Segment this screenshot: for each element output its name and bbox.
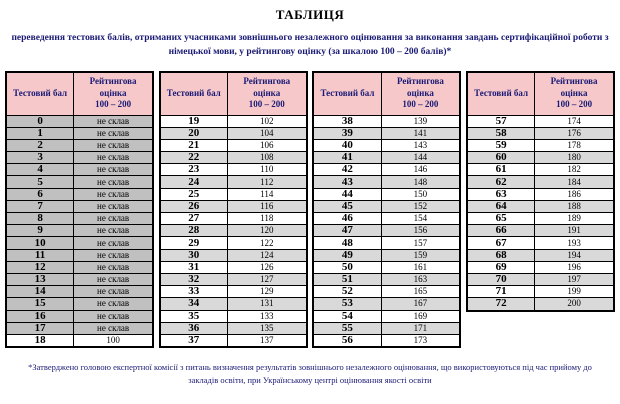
score-cell: 16 <box>6 310 74 322</box>
score-column-header: Тестовий бал <box>6 72 74 116</box>
rating-cell: 176 <box>535 127 614 139</box>
rating-cell: 169 <box>381 310 460 322</box>
score-cell: 68 <box>467 249 535 261</box>
rating-cell: не склав <box>74 237 153 249</box>
rating-cell: 161 <box>381 261 460 273</box>
table-header-row <box>313 72 460 116</box>
rating-cell: 191 <box>535 225 614 237</box>
score-cell: 60 <box>467 152 535 164</box>
table-row <box>6 334 153 347</box>
rating-cell: 120 <box>227 225 306 237</box>
table-row <box>467 115 614 127</box>
tables-row <box>0 71 620 349</box>
score-cell: 40 <box>313 139 381 151</box>
table-row <box>313 164 460 176</box>
score-cell: 41 <box>313 152 381 164</box>
score-cell: 47 <box>313 225 381 237</box>
score-cell: 27 <box>160 213 228 225</box>
page-title: ТАБЛИЦЯ <box>275 7 345 22</box>
table-row <box>313 310 460 322</box>
table-row <box>6 249 153 261</box>
score-cell: 50 <box>313 261 381 273</box>
score-column-header: Тестовий бал <box>313 72 381 116</box>
rating-cell: 178 <box>535 139 614 151</box>
score-cell: 6 <box>6 188 74 200</box>
score-cell: 14 <box>6 286 74 298</box>
table-row <box>467 273 614 285</box>
score-cell: 19 <box>160 115 228 127</box>
table-row <box>467 152 614 164</box>
table-row <box>160 213 307 225</box>
rating-cell: не склав <box>74 286 153 298</box>
rating-cell: 133 <box>227 310 306 322</box>
table-row <box>467 286 614 298</box>
score-cell: 54 <box>313 310 381 322</box>
score-cell: 52 <box>313 286 381 298</box>
score-cell: 63 <box>467 188 535 200</box>
rating-cell: не склав <box>74 176 153 188</box>
rating-cell: 186 <box>535 188 614 200</box>
rating-cell: 182 <box>535 164 614 176</box>
rating-cell: 152 <box>381 200 460 212</box>
score-cell: 59 <box>467 139 535 151</box>
table-header-row <box>6 72 153 116</box>
conversion-table-scores-19-37 <box>159 71 308 349</box>
score-cell: 44 <box>313 188 381 200</box>
table-row <box>160 115 307 127</box>
rating-cell: 167 <box>381 298 460 310</box>
score-cell: 56 <box>313 334 381 347</box>
table-row <box>313 176 460 188</box>
table-row <box>160 176 307 188</box>
score-cell: 57 <box>467 115 535 127</box>
score-cell: 29 <box>160 237 228 249</box>
score-cell: 38 <box>313 115 381 127</box>
rating-cell: 196 <box>535 261 614 273</box>
rating-cell: 104 <box>227 127 306 139</box>
score-cell: 2 <box>6 139 74 151</box>
table-row <box>313 322 460 334</box>
table-row <box>160 164 307 176</box>
table-row <box>6 152 153 164</box>
score-cell: 32 <box>160 273 228 285</box>
footnote: *Затверджено головою експертної комісії з питань визначення результатів зовнішнього незалежного оцінювання, що використовуються під час прийому до закладів освіти, при Українському центрі оцінювання якості освіти <box>28 362 592 386</box>
table-row <box>6 261 153 273</box>
rating-cell: 114 <box>227 188 306 200</box>
table-row <box>6 237 153 249</box>
table-row <box>160 225 307 237</box>
table-row <box>313 115 460 127</box>
rating-cell: 199 <box>535 286 614 298</box>
table-row <box>160 310 307 322</box>
score-cell: 48 <box>313 237 381 249</box>
rating-cell: не склав <box>74 115 153 127</box>
table-row <box>467 249 614 261</box>
score-column-header: Тестовий бал <box>467 72 535 116</box>
rating-cell: не склав <box>74 152 153 164</box>
table-row <box>160 334 307 347</box>
table-row <box>6 310 153 322</box>
table-row <box>160 237 307 249</box>
rating-column-header: Рейтингова оцінка 100 – 200 <box>381 72 460 116</box>
score-cell: 11 <box>6 249 74 261</box>
rating-cell: 146 <box>381 164 460 176</box>
table-row <box>160 273 307 285</box>
rating-cell: 124 <box>227 249 306 261</box>
score-cell: 55 <box>313 322 381 334</box>
rating-cell: не склав <box>74 249 153 261</box>
rating-cell: 139 <box>381 115 460 127</box>
conversion-table-scores-57-72 <box>466 71 615 312</box>
rating-cell: 197 <box>535 273 614 285</box>
score-cell: 12 <box>6 261 74 273</box>
table-row <box>313 152 460 164</box>
table-row <box>6 200 153 212</box>
table-row <box>313 298 460 310</box>
rating-cell: 157 <box>381 237 460 249</box>
rating-column-header: Рейтингова оцінка 100 – 200 <box>227 72 306 116</box>
table-row <box>160 261 307 273</box>
rating-cell: не склав <box>74 188 153 200</box>
rating-cell: 100 <box>74 334 153 347</box>
score-cell: 8 <box>6 213 74 225</box>
rating-cell: 144 <box>381 152 460 164</box>
table-row <box>6 213 153 225</box>
rating-cell: не склав <box>74 298 153 310</box>
score-cell: 21 <box>160 139 228 151</box>
table-header-row <box>160 72 307 116</box>
table-row <box>6 188 153 200</box>
rating-cell: не склав <box>74 213 153 225</box>
rating-cell: 148 <box>381 176 460 188</box>
rating-cell: не склав <box>74 127 153 139</box>
rating-cell: 116 <box>227 200 306 212</box>
rating-cell: не склав <box>74 139 153 151</box>
score-cell: 61 <box>467 164 535 176</box>
page-subtitle: переведення тестових балів, отриманих учасниками зовнішнього незалежного оцінювання за виконання завдань сертифікаційної роботи з німецької мови, у рейтингову оцінку (за шкалою 100 – 200 балів)* <box>11 33 609 57</box>
rating-cell: 189 <box>535 213 614 225</box>
rating-cell: 180 <box>535 152 614 164</box>
table-row <box>6 322 153 334</box>
table-row <box>467 139 614 151</box>
table-row <box>313 237 460 249</box>
score-cell: 35 <box>160 310 228 322</box>
rating-cell: 193 <box>535 237 614 249</box>
rating-cell: не склав <box>74 261 153 273</box>
score-cell: 30 <box>160 249 228 261</box>
table-row <box>160 139 307 151</box>
rating-cell: 143 <box>381 139 460 151</box>
table-row <box>160 249 307 261</box>
rating-cell: 150 <box>381 188 460 200</box>
rating-cell: не склав <box>74 322 153 334</box>
table-row <box>313 286 460 298</box>
score-cell: 18 <box>6 334 74 347</box>
rating-cell: 165 <box>381 286 460 298</box>
rating-cell: 173 <box>381 334 460 347</box>
table-row <box>313 127 460 139</box>
table-row <box>313 261 460 273</box>
table-row <box>313 213 460 225</box>
rating-cell: 102 <box>227 115 306 127</box>
score-cell: 9 <box>6 225 74 237</box>
table-row <box>6 286 153 298</box>
rating-column-header: Рейтингова оцінка 100 – 200 <box>535 72 614 116</box>
score-cell: 66 <box>467 225 535 237</box>
rating-cell: 108 <box>227 152 306 164</box>
score-cell: 31 <box>160 261 228 273</box>
score-cell: 51 <box>313 273 381 285</box>
table-row <box>6 115 153 127</box>
rating-cell: 131 <box>227 298 306 310</box>
table-row <box>467 225 614 237</box>
table-row <box>313 225 460 237</box>
score-cell: 45 <box>313 200 381 212</box>
rating-cell: 122 <box>227 237 306 249</box>
score-cell: 15 <box>6 298 74 310</box>
rating-cell: 106 <box>227 139 306 151</box>
table-row <box>467 200 614 212</box>
rating-column-header: Рейтингова оцінка 100 – 200 <box>74 72 153 116</box>
rating-cell: 110 <box>227 164 306 176</box>
score-cell: 62 <box>467 176 535 188</box>
score-cell: 24 <box>160 176 228 188</box>
score-cell: 46 <box>313 213 381 225</box>
rating-cell: 188 <box>535 200 614 212</box>
rating-cell: 135 <box>227 322 306 334</box>
table-row <box>467 213 614 225</box>
score-cell: 1 <box>6 127 74 139</box>
rating-cell: 159 <box>381 249 460 261</box>
rating-cell: не склав <box>74 164 153 176</box>
score-cell: 20 <box>160 127 228 139</box>
table-row <box>313 334 460 347</box>
rating-cell: не склав <box>74 273 153 285</box>
table-row <box>6 127 153 139</box>
score-cell: 4 <box>6 164 74 176</box>
rating-cell: 174 <box>535 115 614 127</box>
rating-cell: 118 <box>227 213 306 225</box>
table-row <box>313 139 460 151</box>
table-row <box>467 164 614 176</box>
score-cell: 37 <box>160 334 228 347</box>
table-row <box>6 164 153 176</box>
table-row <box>467 261 614 273</box>
score-cell: 58 <box>467 127 535 139</box>
score-cell: 42 <box>313 164 381 176</box>
score-cell: 33 <box>160 286 228 298</box>
score-cell: 70 <box>467 273 535 285</box>
score-cell: 17 <box>6 322 74 334</box>
rating-cell: 141 <box>381 127 460 139</box>
score-cell: 34 <box>160 298 228 310</box>
rating-cell: 127 <box>227 273 306 285</box>
rating-cell: 194 <box>535 249 614 261</box>
rating-cell: не склав <box>74 200 153 212</box>
score-cell: 26 <box>160 200 228 212</box>
rating-cell: 129 <box>227 286 306 298</box>
table-row <box>6 298 153 310</box>
score-cell: 25 <box>160 188 228 200</box>
score-cell: 64 <box>467 200 535 212</box>
conversion-table-scores-38-56 <box>312 71 461 349</box>
score-cell: 69 <box>467 261 535 273</box>
table-row <box>160 200 307 212</box>
table-header-row <box>467 72 614 116</box>
table-row <box>6 273 153 285</box>
table-row <box>160 127 307 139</box>
rating-cell: 112 <box>227 176 306 188</box>
score-cell: 71 <box>467 286 535 298</box>
rating-cell: 156 <box>381 225 460 237</box>
table-row <box>313 249 460 261</box>
score-cell: 7 <box>6 200 74 212</box>
rating-cell: не склав <box>74 225 153 237</box>
table-row <box>6 139 153 151</box>
table-row <box>467 298 614 311</box>
score-cell: 0 <box>6 115 74 127</box>
table-row <box>160 286 307 298</box>
score-cell: 65 <box>467 213 535 225</box>
score-column-header: Тестовий бал <box>160 72 228 116</box>
table-row <box>6 176 153 188</box>
score-cell: 23 <box>160 164 228 176</box>
rating-cell: не склав <box>74 310 153 322</box>
rating-cell: 171 <box>381 322 460 334</box>
score-cell: 22 <box>160 152 228 164</box>
table-row <box>467 127 614 139</box>
score-cell: 5 <box>6 176 74 188</box>
score-cell: 67 <box>467 237 535 249</box>
table-row <box>160 298 307 310</box>
rating-cell: 126 <box>227 261 306 273</box>
table-row <box>160 152 307 164</box>
score-cell: 53 <box>313 298 381 310</box>
score-cell: 13 <box>6 273 74 285</box>
table-row <box>467 237 614 249</box>
table-row <box>313 200 460 212</box>
table-row <box>160 322 307 334</box>
score-cell: 72 <box>467 298 535 311</box>
table-row <box>467 188 614 200</box>
table-row <box>313 273 460 285</box>
score-cell: 49 <box>313 249 381 261</box>
score-cell: 43 <box>313 176 381 188</box>
table-row <box>467 176 614 188</box>
rating-cell: 184 <box>535 176 614 188</box>
rating-cell: 154 <box>381 213 460 225</box>
score-cell: 3 <box>6 152 74 164</box>
score-cell: 39 <box>313 127 381 139</box>
rating-cell: 163 <box>381 273 460 285</box>
rating-cell: 200 <box>535 298 614 311</box>
table-row <box>160 188 307 200</box>
rating-cell: 137 <box>227 334 306 347</box>
conversion-table-scores-0-18 <box>5 71 154 349</box>
score-cell: 36 <box>160 322 228 334</box>
table-row <box>313 188 460 200</box>
score-cell: 28 <box>160 225 228 237</box>
table-row <box>6 225 153 237</box>
score-cell: 10 <box>6 237 74 249</box>
